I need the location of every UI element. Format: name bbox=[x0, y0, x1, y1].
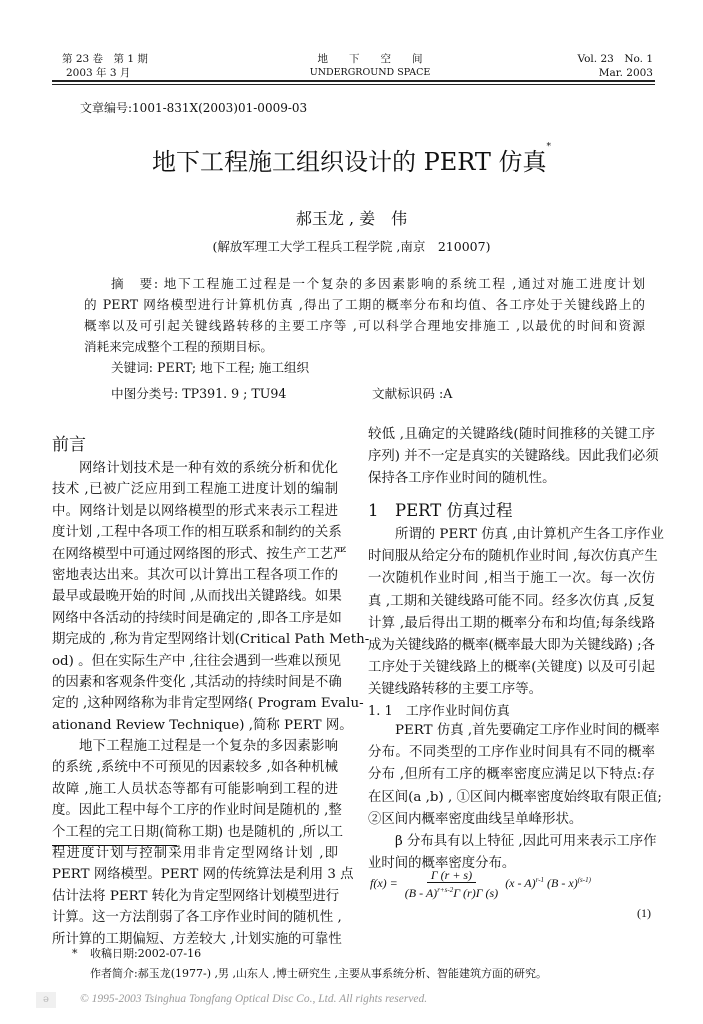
authors: 郝玉龙 , 姜 伟 bbox=[295, 209, 408, 228]
denominator-exponent: r+s-2 bbox=[437, 886, 454, 894]
classification-number: 中图分类号: TP391. 9 ; TU94 bbox=[111, 386, 287, 401]
term1-exponent: r-1 bbox=[535, 875, 545, 884]
text-line: ②区间内概率密度曲线呈单峰形状。 bbox=[368, 811, 583, 827]
equation-number: (1) bbox=[637, 906, 651, 920]
text-line: 定的 ,这种网络称为非肯定型网络( Program Evalu- bbox=[52, 696, 364, 712]
text-line: od) 。但在实际生产中 ,往往会遇到一些难以预见 bbox=[52, 653, 342, 669]
text-line: 分布 ,但所有工序的概率密度应满足以下特点:存 bbox=[368, 767, 655, 783]
title-footnote-mark: * bbox=[546, 142, 552, 152]
text-line: 序列) 并不一定是真实的关键路线。因此我们必须 bbox=[368, 449, 659, 465]
section-heading-1: 1 PERT 仿真过程 bbox=[368, 501, 513, 520]
volume-issue-en: Vol. 23 No. 1 bbox=[577, 53, 653, 65]
keywords: 关键词: PERT; 地下工程; 施工组织 bbox=[111, 360, 310, 375]
text-line: 个工程的完工日期(简称工期) 也是随机的 ,所以工 bbox=[52, 824, 344, 840]
abstract bbox=[84, 273, 645, 378]
footnote-rule bbox=[52, 845, 177, 846]
text-line: 估计法将 PERT 转化为肯定型网络计划模型进行 bbox=[52, 888, 340, 904]
volume-issue: 第 23 卷 第 1 期 bbox=[62, 53, 148, 65]
copyright-notice: © 1995-2003 Tsinghua Tongfang Optical Disc Co., Ltd. All rights reserved. bbox=[80, 993, 428, 1005]
author-bio: 作者简介:郝玉龙(1977-) ,男 ,山东人 ,博士研究生 ,主要从事系统分析、智能建筑方面的研究。 bbox=[90, 967, 547, 980]
text-line: PERT 仿真 ,首先要确定工序作业时间的概率 bbox=[395, 723, 660, 738]
text-line: 关键线路转移的主要工序等。 bbox=[368, 682, 543, 698]
document-code: 文献标识码 :A bbox=[372, 386, 453, 401]
journal-name-en: UNDERGROUND SPACE bbox=[309, 67, 431, 78]
text-line: 分布。不同类型的工序作业时间具有不同的概率 bbox=[368, 745, 655, 761]
text-line: 时间服从给定分布的随机作业时间 ,每次仿真产生 bbox=[368, 549, 658, 565]
text-line: 较低 ,且确定的关键路线(随时间推移的关键工序 bbox=[368, 427, 655, 442]
right-column-continuation bbox=[368, 424, 659, 491]
formula-term2: (B - x) bbox=[547, 875, 578, 890]
header-rule-thin bbox=[52, 84, 655, 85]
subsection-heading-1-1: 1. 1 工序作业时间仿真 bbox=[368, 704, 510, 719]
text-line: 的系统 ,系统中不可预见的因素较多 ,如各种机械 bbox=[52, 760, 338, 776]
left-column bbox=[52, 458, 370, 950]
header-rule bbox=[52, 80, 655, 82]
text-line: 度。因此工程中每个工序的作业时间是随机的 ,整 bbox=[52, 803, 342, 819]
beta-density-formula bbox=[370, 868, 591, 900]
formula-numerator: Γ (r + s) bbox=[427, 868, 476, 883]
text-line: 真 ,工期和关键线路可能不同。经多次仿真 ,反复 bbox=[368, 593, 655, 609]
formula-fraction bbox=[401, 868, 502, 900]
section-1-paragraph bbox=[368, 524, 664, 702]
issue-date: 2003 年 3 月 bbox=[66, 67, 131, 79]
page-title bbox=[0, 142, 703, 177]
journal-name-cn: 地 下 空 间 bbox=[317, 53, 423, 65]
text-line: β 分布具有以上特征 ,因此可用来表示工序作 bbox=[395, 833, 657, 849]
footnote-mark: * bbox=[72, 947, 78, 960]
text-line: 程进度计划与控制采用非肯定型网络计划 ,即 bbox=[52, 846, 338, 862]
cnki-logo-icon: ə bbox=[36, 992, 56, 1008]
text-line: 度计划 ,工程中各项工作的相互联系和制约的关系 bbox=[52, 525, 342, 541]
denominator-gammas: Γ (r)Γ (s) bbox=[453, 886, 499, 900]
text-line: 网络中各活动的持续时间是确定的 ,即各工序是如 bbox=[52, 610, 342, 626]
section-heading-preface: 前言 bbox=[52, 435, 86, 455]
text-line: 故障 ,施工人员状态等都有可能影响到工程的进 bbox=[52, 781, 338, 797]
text-line: 工序处于关键线路上的概率(关键度) 以及可引起 bbox=[368, 660, 655, 676]
journal-issue bbox=[62, 52, 148, 80]
formula-denominator bbox=[401, 883, 502, 900]
issue-date-en: Mar. 2003 bbox=[598, 67, 653, 79]
article-number: 文章编号:1001-831X(2003)01-0009-03 bbox=[80, 101, 308, 115]
affiliation: (解放军理工大学工程兵工程学院 ,南京 210007) bbox=[212, 239, 491, 254]
abstract-line: 摘 要: 地下工程施工过程是一个复杂的多因素影响的系统工程 ,通过对施工进度计划 bbox=[111, 276, 645, 291]
journal-volume-en bbox=[577, 52, 653, 80]
text-line: 所谓的 PERT 仿真 ,由计算机产生各工序作业 bbox=[395, 527, 664, 542]
text-line: 业时间的概率密度分布。 bbox=[368, 856, 516, 872]
received-date: 收稿日期:2002-07-16 bbox=[90, 947, 202, 960]
abstract-line: 消耗来完成整个工程的预期目标。 bbox=[84, 339, 273, 354]
text-line: 密地表达出来。其次可以计算出工程各项工作的 bbox=[52, 567, 338, 583]
text-line: 最早或最晚开始的时间 ,从而找出关键路线。如果 bbox=[52, 589, 342, 605]
text-line: 技术 ,已被广泛应用到工程施工进度计划的编制 bbox=[52, 482, 338, 498]
journal-name bbox=[260, 52, 480, 80]
text-line: 地下工程施工过程是一个复杂的多因素影响 bbox=[79, 739, 338, 755]
abstract-line: 的 PERT 网络模型进行计算机仿真 ,得出了工期的概率分布和均值、各工序处于关键线路上的 bbox=[84, 297, 645, 312]
formula-lhs: f(x) = bbox=[370, 875, 398, 890]
text-line: 一次随机作业时间 ,相当于施工一次。每一次仿 bbox=[368, 571, 655, 587]
text-line: 计算。这一方法削弱了各工序作业时间的随机性 , bbox=[52, 910, 342, 926]
term2-exponent: (s-1) bbox=[577, 875, 591, 884]
subsection-paragraph bbox=[368, 720, 662, 875]
abstract-line: 概率以及可引起关键线路转移的主要工序等 ,可以科学合理地安排施工 ,以最优的时间和资源 bbox=[84, 318, 645, 333]
text-line: 中。网络计划是以网络模型的形式来表示工程进 bbox=[52, 503, 338, 519]
denominator-base: (B - A) bbox=[404, 886, 438, 900]
text-line: PERT 网络模型。PERT 网的传统算法是利用 3 点 bbox=[52, 867, 354, 883]
text-line: 期完成的 ,称为肯定型网络计划(Critical Path Meth- bbox=[52, 632, 370, 648]
formula-term1: (x - A) bbox=[505, 875, 536, 890]
text-line: 网络计划技术是一种有效的系统分析和优化 bbox=[79, 461, 338, 476]
text-line: 所计算的工期偏短、方差较大 ,计划实施的可靠性 bbox=[52, 931, 342, 947]
text-line: 在区间(a ,b) , ①区间内概率密度始终取有限正值; bbox=[368, 789, 662, 805]
text-line: 的因素和客观条件变化 ,其活动的持续时间是不确 bbox=[52, 674, 342, 690]
text-line: 成为关键线路的概率(概率最大即为关键线路) ;各 bbox=[368, 637, 656, 653]
text-line: 计算 ,最后得出工期的概率分布和均值;每条线路 bbox=[368, 615, 655, 631]
text-line: ationand Review Technique) ,简称 PERT 网。 bbox=[52, 717, 353, 733]
text-line: 在网络模型中可通过网络图的形式、按生产工艺严 bbox=[52, 546, 347, 562]
text-line: 保持各工序作业时间的随机性。 bbox=[368, 471, 556, 487]
title-text: 地下工程施工组织设计的 PERT 仿真 bbox=[151, 148, 547, 176]
